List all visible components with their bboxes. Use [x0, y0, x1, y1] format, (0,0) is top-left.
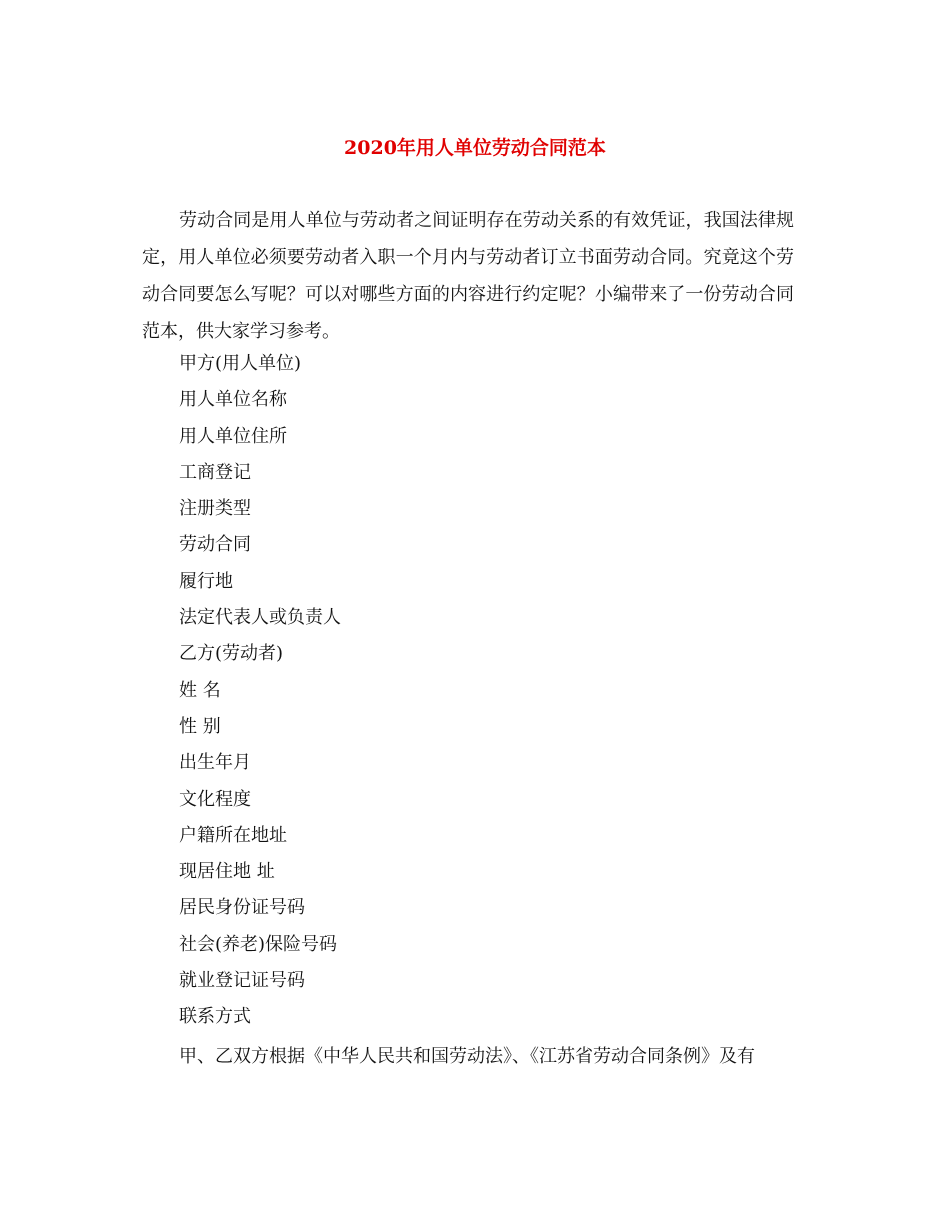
- field-label-contact: 联系方式: [179, 1006, 251, 1028]
- field-label-employer-name: 用人单位名称: [179, 389, 287, 411]
- field-label-social-insurance-number: 社会(养老)保险号码: [179, 933, 338, 955]
- field-label-employment-registration-number: 就业登记证号码: [179, 970, 305, 992]
- field-label-current-address: 现居住地 址: [179, 861, 275, 883]
- field-label-place-of-performance: 履行地: [179, 570, 233, 592]
- field-label-gender: 性 别: [179, 715, 221, 737]
- field-label-name: 姓 名: [179, 679, 221, 701]
- field-label-household-address: 户籍所在地址: [179, 824, 287, 846]
- field-label-labor-contract: 劳动合同: [179, 534, 251, 556]
- closing-paragraph: 甲、乙双方根据《中华人民共和国劳动法》、《江苏省劳动合同条例》及有: [179, 1046, 755, 1067]
- field-label-birth-date: 出生年月: [179, 752, 251, 774]
- field-label-party-a: 甲方(用人单位): [179, 353, 302, 374]
- field-label-party-b: 乙方(劳动者): [179, 643, 284, 665]
- field-label-employer-address: 用人单位住所: [179, 425, 287, 447]
- field-label-education: 文化程度: [179, 788, 251, 810]
- intro-paragraph: 劳动合同是用人单位与劳动者之间证明存在劳动关系的有效凭证，我国法律规定，用人单位必须要劳动者入职一个月内与劳动者订立书面劳动合同。究竟这个劳动合同要怎么写呢？可以对哪些方面的内容进行约定呢？小编带来了一份劳动合同范本，供大家学习参考。: [142, 210, 794, 342]
- field-label-id-number: 居民身份证号码: [179, 897, 305, 919]
- field-label-business-registration: 工商登记: [179, 461, 251, 483]
- contract-field-list: [179, 346, 794, 1036]
- field-label-registration-type: 注册类型: [179, 498, 251, 520]
- document-title: 2020年用人单位劳动合同范本: [344, 137, 606, 159]
- field-label-legal-representative: 法定代表人或负责人: [179, 607, 341, 629]
